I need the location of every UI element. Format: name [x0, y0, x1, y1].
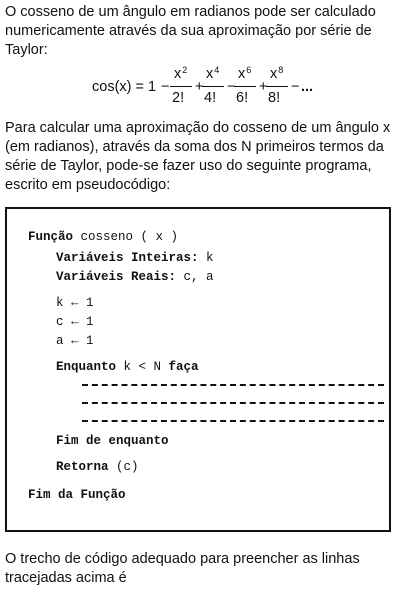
code-assign-c: c ← 1: [56, 315, 94, 329]
code-function-header: Função cosseno ( x ): [28, 230, 179, 244]
formula-op: −: [291, 79, 300, 95]
code-assign-k: k ← 1: [56, 296, 94, 310]
code-while: Enquanto k < N faça: [56, 360, 199, 374]
taylor-formula: [92, 64, 322, 108]
question-paragraph: O trecho de código adequado para preencher as linhas tracejadas acima é: [5, 551, 360, 586]
code-real-vars: Variáveis Reais: c, a: [56, 270, 214, 284]
term-denominator: 4!: [204, 90, 217, 106]
fraction-bar: [170, 86, 192, 87]
term-numerator: $x^2$: [174, 65, 188, 82]
intro-paragraph: O cosseno de um ângulo em radianos pode ser calculado numericamente através da sua aproximação por série de Taylor:: [5, 4, 376, 58]
formula-op: −: [161, 79, 170, 95]
formula-op: +: [259, 79, 268, 95]
pseudocode-box: [5, 207, 391, 532]
term-numerator: $x^8$: [270, 65, 284, 82]
code-int-vars: Variáveis Inteiras: k: [56, 251, 214, 265]
fraction-bar: [266, 86, 288, 87]
term-denominator: 2!: [172, 90, 185, 106]
blank-line-2: [82, 402, 384, 404]
code-end-while: Fim de enquanto: [56, 434, 169, 448]
formula-lhs: cos(x) = 1: [92, 79, 157, 95]
formula-ellipsis: ...: [301, 79, 314, 95]
formula-op: +: [195, 79, 204, 95]
blank-line-3: [82, 420, 384, 422]
term-numerator: $x^4$: [206, 65, 220, 82]
code-assign-a: a ← 1: [56, 334, 94, 348]
code-end-function: Fim da Função: [28, 488, 126, 502]
fraction-bar: [202, 86, 224, 87]
fraction-bar: [234, 86, 256, 87]
code-return: Retorna (c): [56, 460, 139, 474]
term-numerator: $x^6$: [238, 65, 252, 82]
blank-line-1: [82, 384, 384, 386]
formula-op: −: [227, 79, 236, 95]
term-denominator: 6!: [236, 90, 249, 106]
middle-paragraph: Para calcular uma aproximação do cosseno de um ângulo x (em radianos), através da soma dos N primeiros termos da série de Taylor, pode-se fazer uso do seguinte programa, escrito em pseudocódigo:: [5, 120, 391, 193]
term-denominator: 8!: [268, 90, 281, 106]
